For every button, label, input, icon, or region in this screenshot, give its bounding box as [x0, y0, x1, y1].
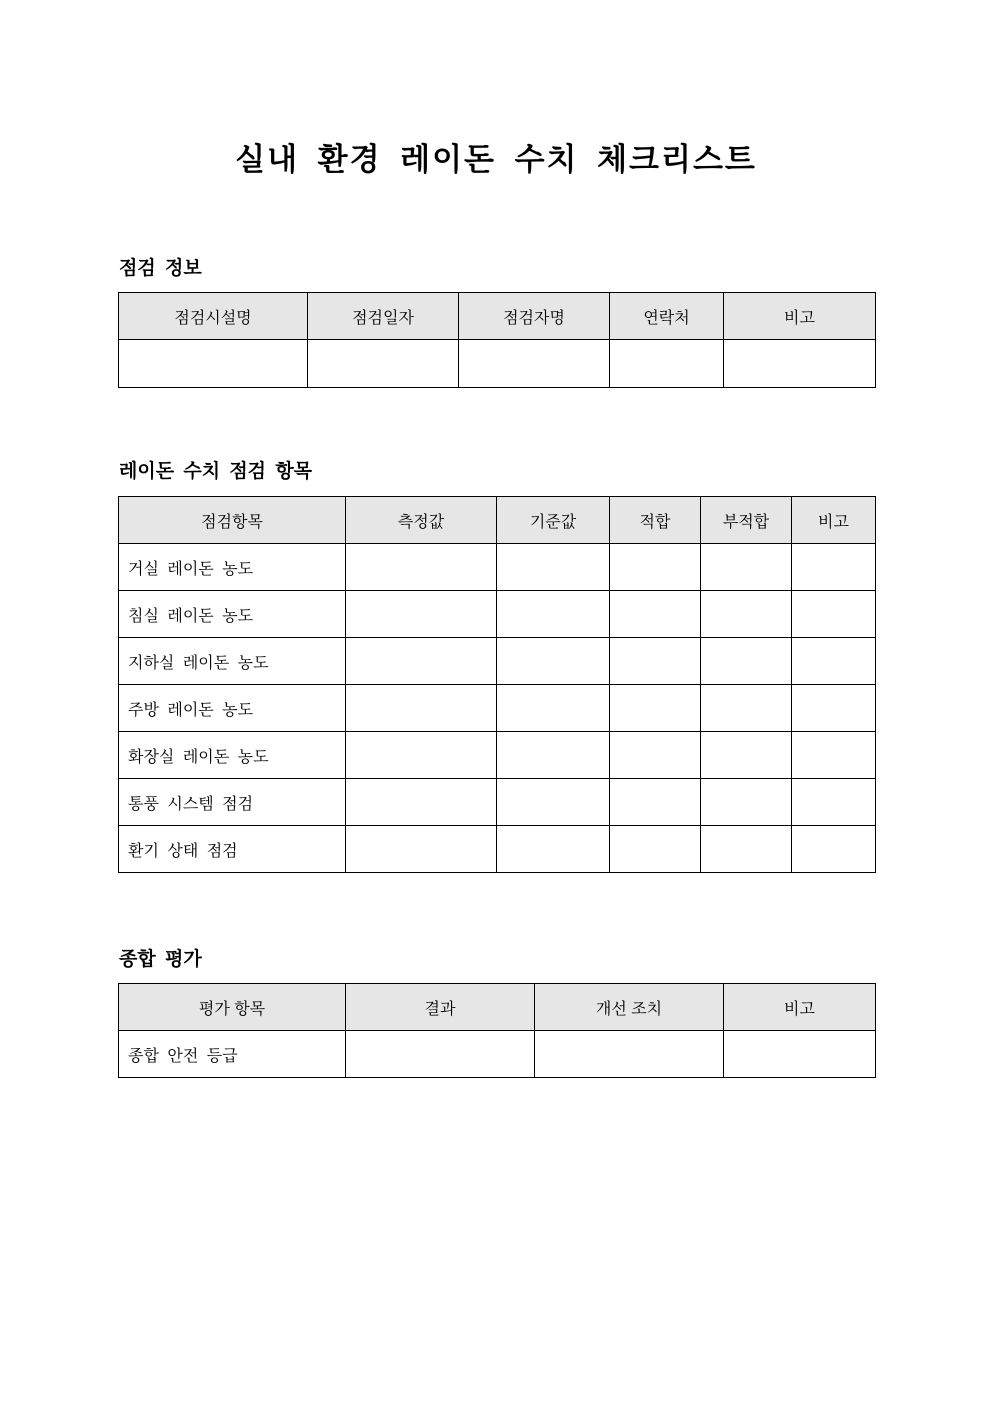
section-heading-radon-items: 레이돈 수치 점검 항목	[119, 461, 313, 482]
radon-checklist-table	[118, 496, 876, 873]
input-cell[interactable]	[497, 826, 610, 873]
header-cell: 평가 항목	[119, 984, 346, 1031]
input-cell[interactable]	[535, 1031, 724, 1078]
header-cell: 점검일자	[308, 293, 459, 340]
header-cell: 측정값	[346, 497, 497, 544]
input-cell[interactable]	[792, 732, 876, 779]
item-label: 지하실 레이돈 농도	[119, 638, 346, 685]
input-cell[interactable]	[792, 779, 876, 826]
header-cell: 비고	[724, 293, 876, 340]
input-cell[interactable]	[610, 591, 701, 638]
header-cell: 비고	[724, 984, 876, 1031]
input-cell[interactable]	[346, 638, 497, 685]
input-cell[interactable]	[497, 685, 610, 732]
input-cell[interactable]	[346, 826, 497, 873]
table-row	[119, 826, 876, 873]
item-label: 환기 상태 점검	[119, 826, 346, 873]
table-row	[119, 591, 876, 638]
input-cell[interactable]	[497, 591, 610, 638]
input-cell[interactable]	[346, 1031, 535, 1078]
input-cell[interactable]	[701, 732, 792, 779]
page-title: 실내 환경 레이돈 수치 체크리스트	[235, 142, 757, 177]
input-cell[interactable]	[346, 591, 497, 638]
item-label: 침실 레이돈 농도	[119, 591, 346, 638]
item-label: 주방 레이돈 농도	[119, 685, 346, 732]
input-cell[interactable]	[346, 544, 497, 591]
header-cell: 점검자명	[459, 293, 610, 340]
input-cell[interactable]	[497, 779, 610, 826]
item-label: 종합 안전 등급	[119, 1031, 346, 1078]
input-cell[interactable]	[497, 638, 610, 685]
header-cell: 비고	[792, 497, 876, 544]
input-cell[interactable]	[610, 685, 701, 732]
table-row	[119, 732, 876, 779]
input-cell[interactable]	[346, 779, 497, 826]
input-cell[interactable]	[610, 340, 724, 388]
input-cell[interactable]	[346, 685, 497, 732]
header-cell: 연락처	[610, 293, 724, 340]
inspection-info-table	[118, 292, 876, 388]
item-label: 화장실 레이돈 농도	[119, 732, 346, 779]
input-cell[interactable]	[119, 340, 308, 388]
section-heading-inspection-info: 점검 정보	[119, 258, 202, 279]
header-cell: 점검시설명	[119, 293, 308, 340]
header-cell: 적합	[610, 497, 701, 544]
item-label: 통풍 시스템 점검	[119, 779, 346, 826]
input-cell[interactable]	[701, 685, 792, 732]
table-row	[119, 1031, 876, 1078]
input-cell[interactable]	[701, 544, 792, 591]
input-cell[interactable]	[610, 544, 701, 591]
input-cell[interactable]	[792, 826, 876, 873]
input-cell[interactable]	[610, 638, 701, 685]
input-cell[interactable]	[610, 779, 701, 826]
header-cell: 기준값	[497, 497, 610, 544]
input-cell[interactable]	[497, 732, 610, 779]
input-cell[interactable]	[792, 685, 876, 732]
input-cell[interactable]	[701, 826, 792, 873]
overall-evaluation-table	[118, 983, 876, 1078]
header-cell: 개선 조치	[535, 984, 724, 1031]
input-cell[interactable]	[701, 638, 792, 685]
table-row	[119, 685, 876, 732]
input-cell[interactable]	[724, 340, 876, 388]
header-cell: 부적합	[701, 497, 792, 544]
input-cell[interactable]	[701, 779, 792, 826]
item-label: 거실 레이돈 농도	[119, 544, 346, 591]
header-cell: 결과	[346, 984, 535, 1031]
input-cell[interactable]	[497, 544, 610, 591]
input-cell[interactable]	[610, 826, 701, 873]
input-cell[interactable]	[792, 638, 876, 685]
input-cell[interactable]	[701, 591, 792, 638]
header-cell: 점검항목	[119, 497, 346, 544]
input-cell[interactable]	[308, 340, 459, 388]
section-heading-overall-evaluation: 종합 평가	[119, 949, 202, 970]
input-cell[interactable]	[346, 732, 497, 779]
table-row	[119, 779, 876, 826]
input-cell[interactable]	[724, 1031, 876, 1078]
table-row	[119, 638, 876, 685]
input-cell[interactable]	[610, 732, 701, 779]
input-cell[interactable]	[459, 340, 610, 388]
input-cell[interactable]	[792, 544, 876, 591]
table-row	[119, 544, 876, 591]
input-cell[interactable]	[792, 591, 876, 638]
